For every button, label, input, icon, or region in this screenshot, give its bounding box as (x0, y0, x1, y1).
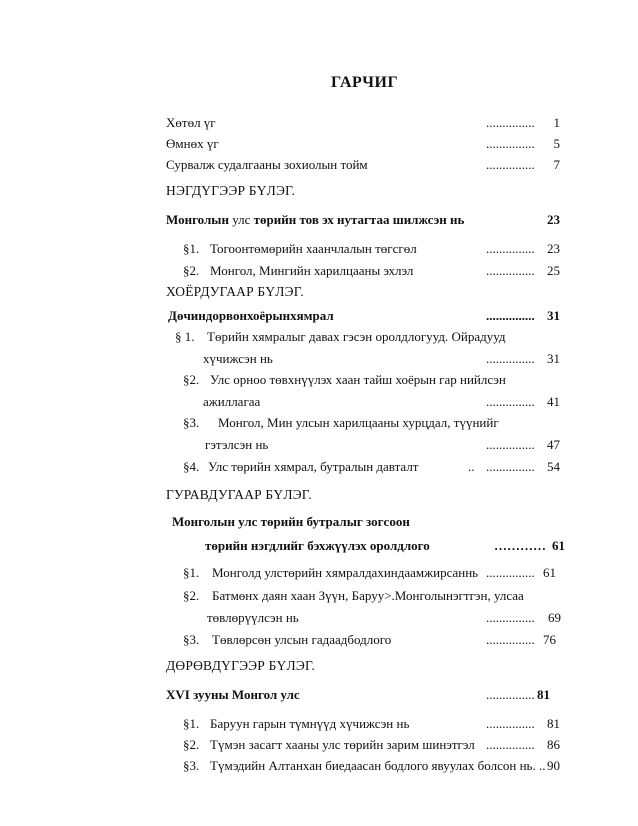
section-label: Батмөнх даян хаан Зүүн, Баруу>.Монголынэгтгэн, улсаа (212, 588, 524, 603)
section-label: Түмэдийн Алтанхан биедаасан бодлого явуулах болсон нь. .. (210, 758, 546, 773)
leader-dots: ............... (486, 263, 535, 278)
chapter-heading: НЭГДҮГЭЭР БҮЛЭГ. (166, 183, 296, 198)
page-number: 41 (547, 394, 560, 409)
leader-dots: ............... (486, 632, 535, 647)
page-number: 25 (547, 263, 560, 278)
section-label-continued: ажиллагаа (203, 394, 261, 409)
section-label: Тогоонтөмөрийн хаанчлалын төгсгөл (210, 241, 417, 256)
section-label-continued: төвлөрүүлсэн нь (207, 610, 299, 625)
leader-dots: ............... (486, 459, 535, 474)
section-label: Төвлөрсөн улсын гадаадбодлого (212, 632, 392, 647)
page-number: 54 (547, 459, 560, 474)
page-number: 90 (547, 758, 560, 773)
section-number: §1. (183, 241, 200, 256)
page-number: 1 (553, 115, 560, 130)
section-label: Монголд улстөрийн хямралдахиндаамжирсаннь (212, 565, 479, 580)
chapter-title-part: төрийн тов эх нутагтаа шилжсэн нь (253, 212, 465, 227)
page-number: 47 (547, 437, 560, 452)
page-number: 61 (552, 538, 565, 553)
section-number: §2. (183, 263, 200, 278)
section-label: Баруун гарын түмнүүд хүчижсэн нь (210, 716, 410, 731)
chapter-title-part: Монголын (166, 212, 229, 227)
section-label-continued: гэтэлсэн нь (205, 437, 269, 452)
toc-entry-label: Хөтөл үг (166, 115, 216, 130)
chapter-heading: ДӨРӨВДҮГЭЭР БҮЛЭГ. (166, 658, 316, 673)
leader-dots: ............... (486, 351, 535, 366)
page-title: ГАРЧИГ (331, 74, 399, 91)
section-label: Улс орноо төвхнүүлэх хаан тайш хоёрын гар нийлсэн (210, 372, 506, 387)
leader-dots: ............... (486, 394, 535, 409)
page-number: 5 (553, 136, 560, 151)
leader-dots: ............... (486, 565, 535, 580)
chapter-heading: ГУРАВДУГААР БҮЛЭГ. (166, 487, 312, 502)
section-label: Монгол, Мингийн харилцааны эхлэл (210, 263, 414, 278)
chapter-title-part: улс (232, 212, 251, 227)
leader-dots: .. (468, 459, 475, 474)
page-number: 31 (547, 351, 560, 366)
leader-dots: ............... (486, 241, 535, 256)
section-number: §3. (183, 632, 200, 647)
section-number: §3. (183, 758, 200, 773)
page-number: 81 (537, 687, 550, 702)
section-label: Түмэн засагт хааны улс төрийн зарим шинэтгэл (210, 737, 475, 752)
page-number: 23 (547, 241, 560, 256)
section-number: § 1. (175, 329, 195, 344)
chapter-title (166, 213, 464, 226)
toc-entry-label: Сурвалж судалгааны зохиолын тойм (166, 157, 368, 172)
chapter-title: XVI зууны Монгол улс (166, 687, 300, 702)
section-number: §2. (183, 737, 200, 752)
page-number: 61 (543, 565, 556, 580)
page-number: 81 (547, 716, 560, 731)
page-number: 31 (547, 308, 560, 323)
page-number: 7 (553, 157, 560, 172)
leader-dots: ............... (486, 610, 535, 625)
section-number: §1. (183, 565, 200, 580)
section-number: §4. (183, 459, 200, 474)
chapter-heading: ХОЁРДУГААР БҮЛЭГ. (166, 284, 304, 299)
section-number: §1. (183, 716, 200, 731)
leader-dots: ............... (486, 136, 535, 151)
page-number: 76 (543, 632, 556, 647)
section-number: §3. (183, 415, 200, 430)
leader-dots: ............... (486, 687, 535, 702)
page-number: 23 (547, 212, 560, 227)
page-number: 86 (547, 737, 560, 752)
chapter-title: Дөчиндорвонхоёрынхямрал (168, 308, 334, 323)
leader-dots: ............... (486, 437, 535, 452)
leader-dots: ………… (494, 538, 546, 553)
chapter-title-continued: төрийн нэгдлийг бэхжүүлэх оролдлого (205, 538, 430, 553)
leader-dots: ............... (486, 115, 535, 130)
chapter-title: Монголын улс төрийн бутралыг зогсоон (172, 514, 410, 529)
section-label: Монгол, Мин улсын харилцааны хурцдал, түүнийг (218, 415, 499, 430)
section-number: §2. (183, 372, 200, 387)
section-label: Төрийн хямралыг давах гэсэн оролдлогууд. Ойрадууд (207, 329, 506, 344)
leader-dots: ............... (486, 737, 535, 752)
toc-entry-label: Өмнөх үг (166, 136, 219, 151)
page-number: 69 (548, 610, 561, 625)
leader-dots: ............... (486, 157, 535, 172)
section-label: Улс төрийн хямрал, бутралын давталт (208, 459, 419, 474)
section-number: §2. (183, 588, 200, 603)
leader-dots: ............... (486, 716, 535, 731)
leader-dots: ............... (486, 308, 535, 323)
section-label-continued: хүчижсэн нь (203, 351, 273, 366)
